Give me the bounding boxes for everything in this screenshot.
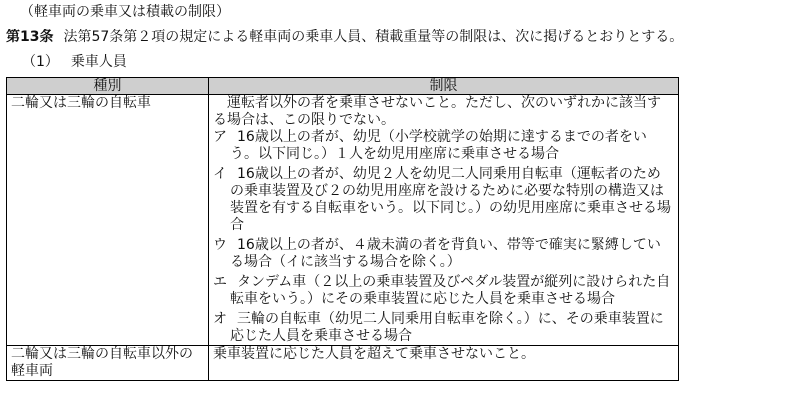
- item-text: 16歳以上の者が、幼児（小学校就学の始期に達するまでの者をいう。以下同じ。）１人を幼児用座席に乗車させる場合: [230, 129, 647, 162]
- item-text: タンデム車（２以上の乗車装置及びペダル装置が縦列に設けられた自転車をいう。）にその乗車装置に応じた人員を乗車させる場合: [230, 274, 671, 307]
- list-item: [213, 166, 674, 234]
- table-header-row: [7, 78, 679, 95]
- row-category-other: 二輪又は三輪の自転車以外の軽車両: [7, 346, 209, 381]
- list-item: [213, 274, 674, 308]
- item-mark: エ: [213, 274, 227, 290]
- list-item: [213, 311, 674, 345]
- header-restriction: 制限: [209, 78, 679, 95]
- item-text: 16歳以上の者が、幼児２人を幼児二人同乗用自転車（運転者のための乗車装置及び２の幼児用座席を設けるために必要な特別の構造又は装置を有する自転車をいう。以下同じ。）の幼児用座席に乗車させる場合: [230, 166, 671, 233]
- row-category-bicycle: 二輪又は三輪の自転車: [7, 95, 209, 346]
- article-caption: （軽車両の乗車又は積載の制限）: [20, 4, 230, 20]
- row-restriction-other: 乗車装置に応じた人員を超えて乗車させないこと。: [209, 346, 679, 381]
- table-row: [7, 95, 679, 346]
- exception-list: [213, 129, 674, 345]
- item-mark: ウ: [213, 237, 227, 253]
- restriction-table: [6, 77, 679, 381]
- row-restriction-bicycle: [209, 95, 679, 346]
- list-item: [213, 237, 674, 271]
- subheading-title: 乗車人員: [70, 54, 127, 70]
- header-category: 種別: [7, 78, 209, 95]
- item-text: 三輪の自転車（幼児二人同乗用自転車を除く。）に、その乗車装置に応じた人員を乗車させる場合: [230, 311, 664, 344]
- restriction-intro: 運転者以外の者を乗車させないこと。ただし、次のいずれかに該当する場合は、この限りでない。: [213, 95, 661, 128]
- subheading-index: （1）: [22, 54, 59, 70]
- item-text: 16歳以上の者が、４歳未満の者を背負い、帯等で確実に緊縛している場合（イに該当する場合を除く。）: [230, 237, 661, 270]
- subheading: [22, 54, 127, 71]
- list-item: [213, 129, 674, 163]
- article-paragraph: [6, 29, 786, 46]
- table-row: [7, 346, 679, 381]
- article-number: 第13条: [6, 29, 54, 45]
- article-text: 法第57条第２項の規定による軽車両の乗車人員、積載重量等の制限は、次に掲げるとおりとする。: [63, 29, 684, 45]
- item-mark: イ: [213, 166, 227, 182]
- item-mark: オ: [213, 311, 227, 327]
- item-mark: ア: [213, 129, 227, 145]
